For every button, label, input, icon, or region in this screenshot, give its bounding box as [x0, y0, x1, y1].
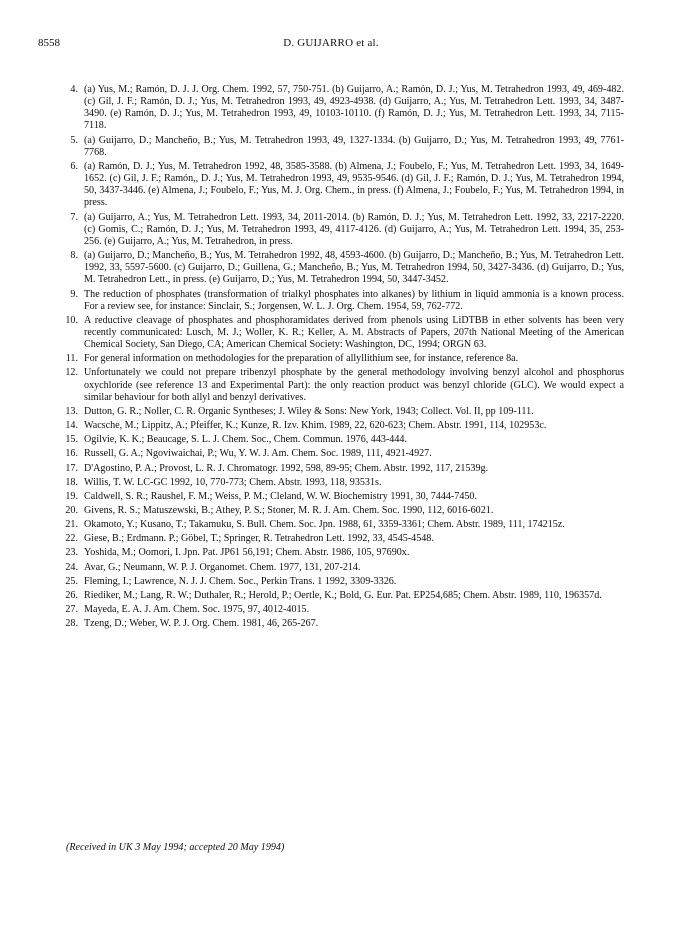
reference-text: Caldwell, S. R.; Raushel, F. M.; Weiss, P. M.; Cleland, W. W. Biochemistry 1991, 30, 7444-7450. [84, 490, 477, 502]
reference-text: Russell, G. A.; Ngoviwaichai, P.; Wu, Y. W. J. Am. Chem. Soc. 1989, 111, 4921-4927. [84, 448, 432, 460]
reference-text: Riediker, M.; Lang, R. W.; Duthaler, R.; Herold, P.; Oertle, K.; Bold, G. Eur. Pat. EP254,685; Chem. Abstr. 1989, 110, 196357d. [84, 589, 602, 601]
reference-text: Mayeda, E. A. J. Am. Chem. Soc. 1975, 97, 4012-4015. [84, 604, 310, 616]
reference-text: Wacsche, M.; Lippitz, A.; Pfeiffer, K.; Kunze, R. Izv. Khim. 1989, 22, 620-623; Chem. Abstr. 1991, 114, 102953c. [84, 420, 547, 432]
reference-number: 4. [70, 84, 78, 95]
reference-number: 25. [65, 575, 78, 587]
reference-text: Avar, G.; Neumann, W. P. J. Organomet. Chem. 1977, 131, 207-214. [84, 561, 361, 573]
reference-number: 12. [65, 367, 78, 379]
reference-item [58, 289, 624, 313]
reference-number: 26. [65, 589, 78, 601]
reference-item [58, 576, 624, 588]
reference-text: (a) Ramón, D. J.; Yus, M. Tetrahedron 1992, 48, 3585-3588. (b) Almena, J.; Foubelo, F.; Yus, M. Tetrahedron Lett. 1993, 34, 1649-1652. (c) Gil, J. F.; Ramón,, D. J.; Yus, M. Tetrahedron 1993, 49, 9535-9546. (d) Gil, J. F.; Ramón, D. J.; Yus, M. Tetrahedron 1994, 50, 3437-3446. (e) Almena, J.; Foubelo, F.; Yus, M. J. Org. Chem., in press. (f) Almena, J.; Foubelo, F.; Yus, M. Tetrahedron 1994, in press. [84, 160, 624, 209]
page-number: 8558 [38, 37, 60, 49]
reference-item [58, 590, 624, 602]
reference-text: For general information on methodologies for the preparation of allyllithium see, for instance, reference 8a. [84, 353, 519, 365]
reference-number: 10. [65, 314, 78, 326]
received-note: (Received in UK 3 May 1994; accepted 20 May 1994) [66, 842, 285, 853]
reference-number: 19. [65, 490, 78, 502]
running-head: D. GUIJARRO et al. [283, 37, 379, 49]
reference-item [58, 604, 624, 616]
reference-text: D'Agostino, P. A.; Provost, L. R. J. Chromatogr. 1992, 598, 89-95; Chem. Abstr. 1992, 117, 21539g. [84, 462, 489, 474]
reference-number: 13. [65, 405, 78, 417]
reference-text: (a) Guijarro, D.; Mancheño, B.; Yus, M. Tetrahedron 1993, 49, 1327-1334. (b) Guijarro, D.; Yus, M. Tetrahedron 1993, 49, 7761-7768. [84, 134, 624, 158]
page-header [38, 37, 624, 53]
reference-number: 21. [65, 519, 78, 531]
reference-item [58, 562, 624, 574]
reference-number: 23. [65, 547, 78, 559]
reference-number: 16. [65, 448, 78, 460]
reference-item [58, 406, 624, 418]
reference-number: 9. [70, 288, 78, 300]
reference-number: 6. [70, 160, 78, 172]
reference-text: Okamoto, Y.; Kusano, T.; Takamuku, S. Bull. Chem. Soc. Jpn. 1988, 61, 3359-3361; Chem. Abstr. 1989, 111, 174215z. [84, 519, 565, 531]
reference-item [58, 84, 624, 133]
reference-number: 5. [70, 134, 78, 146]
reference-number: 24. [65, 561, 78, 573]
reference-number: 27. [65, 604, 78, 616]
reference-item [58, 367, 624, 403]
reference-item [58, 519, 624, 531]
reference-item [58, 491, 624, 503]
reference-number: 15. [65, 434, 78, 446]
reference-number: 20. [65, 505, 78, 516]
reference-item [58, 135, 624, 159]
reference-number: 28. [65, 618, 78, 630]
reference-item [58, 161, 624, 210]
reference-text: (a) Guijarro, A.; Yus, M. Tetrahedron Lett. 1993, 34, 2011-2014. (b) Ramón, D. J.; Yus, M. Tetrahedron Lett. 1992, 33, 2217-2220. (c) Gomis, C.; Ramón, D. J.; Yus, M. Tetrahedron 1993, 49, 4117-4126. (d) Guijarro, A.; Yus, M. Tetrahedron Lett. 1994, 35, 253-256. (e) Guijarro, A.; Yus, M. Tetrahedron, in press. [84, 211, 624, 247]
reference-number: 8. [70, 250, 78, 262]
reference-text: (a) Guijarro, D.; Mancheño, B.; Yus, M. Tetrahedron 1992, 48, 4593-4600. (b) Guijarro, D.; Mancheño, B.; Yus, M. Tetrahedron Lett. 1992, 33, 5597-5600. (c) Guijarro, D.; Guillena, G.; Mancheño, B.; Yus, M. Tetrahedron 1994, 50, 3427-3436. (d) Guijarro, D.; Yus, M. Tetrahedron Lett., in press. (e) Guijarro, D.; Yus, M. Tetrahedron 1994, 50, 3447-3452. [84, 250, 624, 286]
reference-item [58, 250, 624, 286]
reference-text: Ogilvie, K. K.; Beaucage, S. L. J. Chem. Soc., Chem. Commun. 1976, 443-444. [84, 434, 407, 446]
reference-item [58, 547, 624, 559]
reference-number: 22. [65, 533, 78, 545]
reference-text: A reductive cleavage of phosphates and phosphoramidates derived from phenols using LiDTBB in ether solvents has been very recently communicated: Lusch, M. J.; Woller, K. R.; Keller, A. M. Abstracts of Papers, 207th National Meeting of the American Chemical Society, San Diego, CA; American Chemical Society: Washington, DC, 1994; ORGN 63. [84, 314, 624, 351]
reference-number: 17. [65, 462, 78, 474]
reference-number: 14. [65, 420, 78, 432]
reference-text: Fleming, I.; Lawrence, N. J. J. Chem. Soc., Perkin Trans. 1 1992, 3309-3326. [84, 575, 397, 587]
reference-item [58, 533, 624, 545]
reference-text: Willis, T. W. LC-GC 1992, 10, 770-773; Chem. Abstr. 1993, 118, 93531s. [84, 476, 382, 488]
reference-text: (a) Yus, M.; Ramón, D. J. J. Org. Chem. 1992, 57, 750-751. (b) Guijarro, A.; Ramón, D. J.; Yus, M. Tetrahedron 1993, 49, 469-482. (c) Gil, J. F.; Ramón, D. J.; Yus, M. Tetrahedron 1993, 49, 4923-4938. (d) Guijarro, A.; Yus, M. Tetrahedron Lett. 1993, 34, 3487-3490. (e) Ramón, D. J.; Yus, M. Tetrahedron 1993, 49, 10103-10110. (f) Ramón, D. J.; Yus, M. Tetrahedron Lett. 1993, 34, 7115-7118. [84, 84, 624, 132]
reference-item [58, 212, 624, 248]
reference-text: Unfortunately we could not prepare tribenzyl phosphate by the general methodology involving benzyl alcohol and phosphorus oxychloride (see reference 13 and Experimental Part): the only reaction product was benzyl chloride (GLC). We would expect a similar behaviour for both allyl and benzyl derivatives. [84, 367, 624, 403]
reference-number: 11. [65, 353, 78, 365]
reference-item [58, 618, 624, 630]
reference-item [58, 420, 624, 432]
reference-item [58, 477, 624, 489]
reference-text: Dutton, G. R.; Noller, C. R. Organic Syntheses; J. Wiley & Sons: New York, 1943; Collect. Vol. II, pp 109-111. [84, 405, 534, 417]
reference-item [58, 505, 624, 517]
reference-number: 18. [65, 476, 78, 488]
reference-number: 7. [70, 211, 78, 223]
reference-text: Givens, R. S.; Matuszewski, B.; Athey, P. S.; Stoner, M. R. J. Am. Chem. Soc. 1990, 112, 6016-6021. [84, 505, 494, 516]
reference-text: Giese, B.; Erdmann. P.; Göbel, T.; Springer, R. Tetrahedron Lett. 1992, 33, 4545-4548. [84, 533, 434, 545]
reference-text: Tzeng, D.; Weber, W. P. J. Org. Chem. 1981, 46, 265-267. [84, 618, 319, 630]
reference-text: Yoshida, M.; Oomori, I. Jpn. Pat. JP61 56,191; Chem. Abstr. 1986, 105, 97690x. [84, 547, 410, 559]
reference-item [58, 448, 624, 460]
reference-list [58, 84, 624, 632]
reference-item [58, 434, 624, 446]
reference-item [58, 315, 624, 351]
reference-item [58, 353, 624, 365]
reference-text: The reduction of phosphates (transformation of trialkyl phosphates into alkanes) by lithium in liquid ammonia is a known process. For a review see, for instance: Sinclair, S.; Jorgensen, W. L. J. Org. Chem. 1954, 59, 762-772. [84, 288, 624, 312]
reference-item [58, 463, 624, 475]
